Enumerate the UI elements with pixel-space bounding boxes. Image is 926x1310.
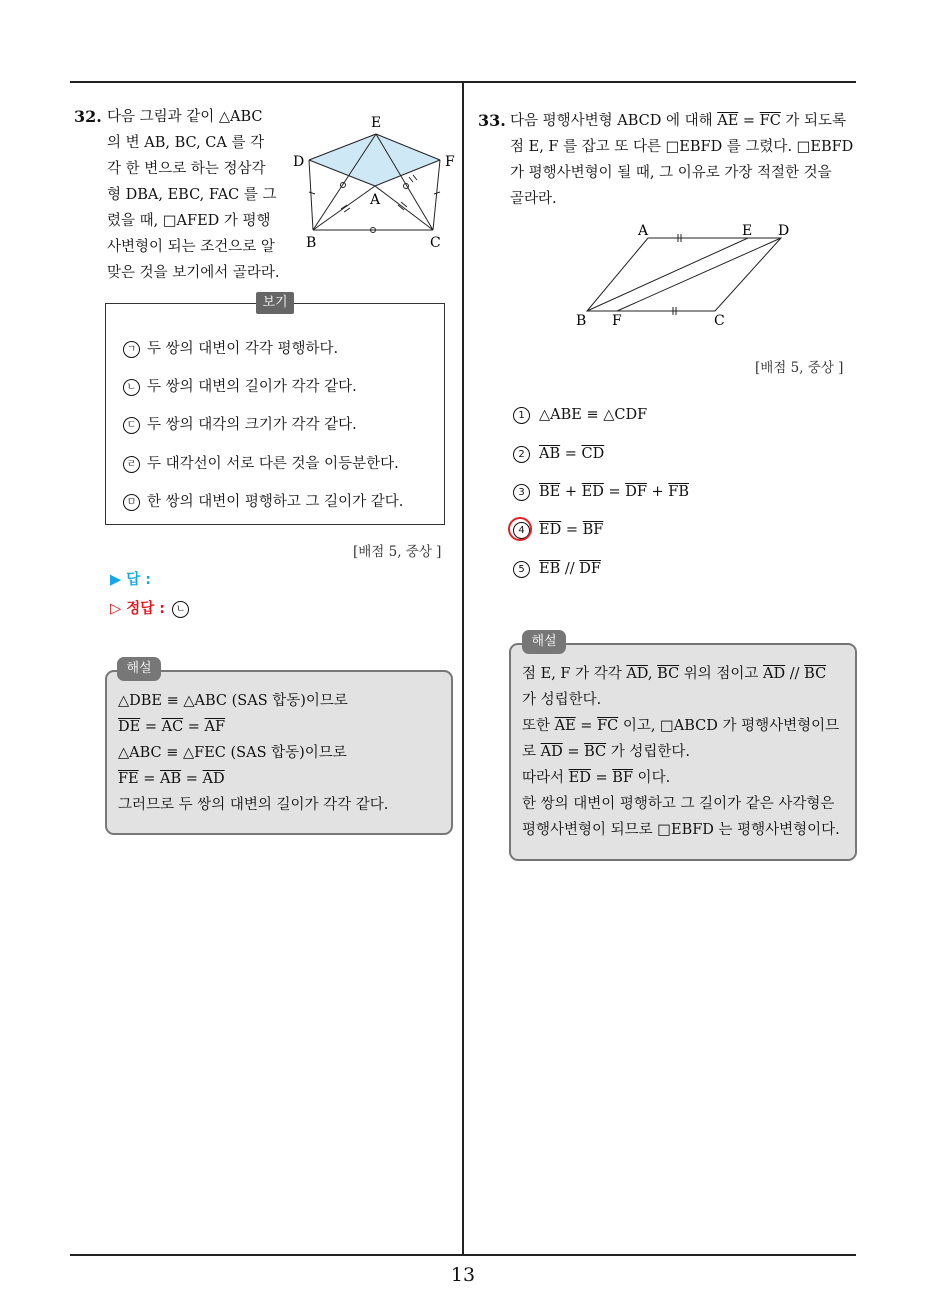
- bogi-mark: ㄷ: [123, 417, 140, 434]
- q32-line: 맞은 것을 보기에서 골라라.: [107, 265, 280, 281]
- q32-line: 형 DBA, EBC, FAC 를 그: [107, 187, 277, 203]
- choice-seg: $\overline{ED}$: [581, 484, 604, 500]
- q33-exp-seg: $\overline{ED}$: [568, 770, 591, 786]
- bogi-tag: 보기: [256, 292, 294, 314]
- bogi-item: [123, 452, 399, 473]
- q33-exp-seg: 또한: [522, 718, 555, 734]
- q33-exp-seg: $\overline{AD}$: [626, 666, 648, 682]
- q32-label-f: F: [445, 154, 455, 170]
- q33-label-f: F: [612, 313, 622, 329]
- choice-seg: $\overline{EB}$: [539, 561, 561, 577]
- q33-exp-seg: 가 성립한다.: [606, 744, 691, 760]
- q33-exp-seg: $\overline{AD}$: [540, 744, 563, 760]
- q32-label-b: B: [306, 235, 317, 251]
- bottom-rule: [70, 1254, 856, 1256]
- q33-exp-seg: 이고, □ABCD 가 평행사변형이므: [618, 718, 840, 734]
- bogi-mark: ㅁ: [123, 494, 140, 511]
- q33-exp-seg: $\overline{BC}$: [584, 744, 607, 760]
- q33-exp-seg: //: [785, 666, 805, 682]
- q33-label-c: C: [714, 313, 725, 329]
- choice-seg: =: [603, 484, 626, 500]
- q33-seg: $\overline{FC}$: [759, 113, 781, 129]
- q33-seg: 가 되도록: [780, 113, 847, 129]
- q32-label-e: E: [371, 115, 382, 131]
- q33-line: 점 E, F 를 잡고 또 다른 □EBFD 를 그렸다. □EBFD: [510, 139, 854, 155]
- q33-line: [510, 108, 853, 134]
- q32-answer-label: ▶ 답 :: [110, 572, 152, 588]
- q33-exp-line: [522, 661, 840, 687]
- q33-exp-seg: 따라서: [522, 770, 569, 786]
- q32-exp-line: △DBE ≡ △ABC (SAS 합동)이므로: [118, 693, 348, 709]
- choice-number: 3: [513, 484, 530, 501]
- bogi-item: [123, 337, 338, 358]
- bogi-item-text: 한 쌍의 대변이 평행하고 그 길이가 같다.: [147, 494, 404, 510]
- q33-exp-seg: $\overline{BC}$: [657, 666, 680, 682]
- q32-exp-seg: $\overline{FE}$: [118, 771, 139, 787]
- q33-seg: =: [738, 113, 760, 129]
- q33-exp-line: 가 성립한다.: [522, 692, 602, 708]
- q32-label-c: C: [430, 235, 441, 251]
- page-number: 13: [450, 1264, 476, 1286]
- q32-exp-seg: $\overline{AD}$: [202, 771, 225, 787]
- choice-seg: +: [560, 484, 582, 500]
- choice-seg: $\overline{DF}$: [625, 484, 647, 500]
- bogi-mark: ㄱ: [123, 341, 140, 358]
- q32-explanation: [118, 688, 388, 818]
- bogi-item-text: 두 대각선이 서로 다른 것을 이등분한다.: [147, 456, 399, 472]
- q32-figure: [288, 110, 463, 255]
- q33-exp-seg: $\overline{BF}$: [612, 770, 633, 786]
- q33-exp-seg: 로: [522, 744, 541, 760]
- q32-line: 각 한 변으로 하는 정삼각: [107, 161, 266, 177]
- choice-text: △ABE ≡ △CDF: [539, 407, 648, 423]
- q32-text: [107, 104, 280, 286]
- choice-seg: //: [560, 561, 580, 577]
- q32-exp-seg: =: [183, 719, 205, 735]
- q32-exp-line: 그러므로 두 쌍의 대변의 길이가 각각 같다.: [118, 797, 389, 813]
- q33-exp-line: [522, 713, 840, 739]
- q33-label-a: A: [638, 223, 649, 239]
- q33-exp-seg: $\overline{AE}$: [554, 718, 576, 734]
- q32-line: 의 변 AB, BC, CA 를 각: [107, 135, 265, 151]
- q33-seg: 다음 평행사변형 ABCD 에 대해: [510, 113, 718, 129]
- q33-exp-seg: 위의 점이고: [679, 666, 764, 682]
- choice-seg: =: [560, 446, 582, 462]
- q33-line: 가 평행사변형이 될 때, 그 이유로 가장 적절한 것을: [510, 165, 832, 181]
- choice-seg: $\overline{FB}$: [668, 484, 689, 500]
- q32-correct-label: ▷ 정답 :: [110, 601, 166, 617]
- bogi-mark: ㄹ: [123, 456, 140, 473]
- q32-correct-value: ㄴ: [172, 601, 189, 618]
- choice-2[interactable]: [513, 446, 604, 463]
- bogi-mark: ㄴ: [123, 379, 140, 396]
- q33-explanation-tag: 해설: [522, 630, 566, 654]
- q32-exp-line: [118, 714, 388, 740]
- q32-exp-seg: =: [140, 719, 162, 735]
- choice-seg: +: [646, 484, 669, 500]
- q32-exp-seg: $\overline{AB}$: [160, 771, 182, 787]
- choice-seg: =: [561, 522, 583, 538]
- q32-exp-seg: $\overline{AC}$: [161, 719, 184, 735]
- choice-number: 4: [513, 522, 530, 539]
- q32-exp-line: [118, 766, 388, 792]
- q33-label-e: E: [742, 223, 753, 239]
- marked-answer-circle: [508, 517, 532, 541]
- q32-correct-line: [110, 597, 196, 618]
- q33-exp-seg: =: [590, 770, 613, 786]
- bogi-item-text: 두 쌍의 대각의 크기가 각각 같다.: [147, 417, 357, 433]
- q33-exp-line: 한 쌍의 대변이 평행하고 그 길이가 같은 사각형은: [522, 796, 835, 812]
- choice-seg: $\overline{BF}$: [582, 522, 604, 538]
- q32-line: 렸을 때, □AFED 가 평행: [107, 213, 271, 229]
- q32-line: 다음 그림과 같이 △ABC: [107, 109, 263, 125]
- choice-number: 1: [513, 407, 530, 424]
- q33-label-d: D: [778, 223, 790, 239]
- choice-number: 2: [513, 446, 530, 463]
- q33-label-b: B: [576, 313, 587, 329]
- choice-seg: $\overline{CD}$: [581, 446, 605, 462]
- q32-exp-seg: =: [181, 771, 203, 787]
- q32-exp-line: △ABC ≡ △FEC (SAS 합동)이므로: [118, 745, 347, 761]
- q33-seg: $\overline{AE}$: [717, 113, 739, 129]
- q33-exp-seg: 이다.: [632, 770, 671, 786]
- q32-exp-seg: $\overline{AF}$: [204, 719, 226, 735]
- bogi-item-text: 두 쌍의 대변이 각각 평행하다.: [147, 341, 339, 357]
- q33-exp-line: [522, 739, 840, 765]
- bogi-item: [123, 413, 357, 434]
- bogi-item: [123, 375, 357, 396]
- choice-seg: $\overline{ED}$: [539, 522, 562, 538]
- q33-exp-seg: 점 E, F 가 각각: [522, 666, 627, 682]
- q32-exp-seg: =: [138, 771, 161, 787]
- bogi-item: [123, 490, 403, 511]
- q32-exp-seg: $\overline{DE}$: [118, 719, 141, 735]
- q33-exp-seg: =: [575, 718, 598, 734]
- choice-seg: $\overline{BE}$: [539, 484, 561, 500]
- choice-seg: $\overline{AB}$: [539, 446, 561, 462]
- q32-line: 사변형이 되는 조건으로 알: [107, 239, 275, 255]
- q33-text: [510, 108, 853, 212]
- choice-3[interactable]: [513, 484, 689, 501]
- choice-number: 5: [513, 561, 530, 578]
- q33-exp-line: 평행사변형이 되므로 □EBFD 는 평행사변형이다.: [522, 822, 840, 838]
- q32-quad-fill: [309, 134, 440, 186]
- choice-seg: $\overline{DF}$: [579, 561, 601, 577]
- q32-label-a: A: [370, 192, 381, 208]
- column-divider: [462, 83, 464, 1256]
- choice-1[interactable]: [513, 407, 647, 424]
- q33-exp-seg: ,: [647, 666, 658, 682]
- q32-label-d: D: [293, 154, 305, 170]
- choice-5[interactable]: [513, 561, 601, 578]
- q33-explanation: [522, 661, 840, 843]
- q32-explanation-tag: 해설: [117, 657, 161, 681]
- q33-figure: [570, 218, 800, 333]
- q32-score: [배점 5, 중상 ]: [353, 544, 442, 560]
- q33-exp-seg: =: [562, 744, 585, 760]
- q33-exp-seg: $\overline{BC}$: [804, 666, 827, 682]
- q33-exp-seg: $\overline{AD}$: [763, 666, 786, 682]
- q33-exp-seg: $\overline{FC}$: [597, 718, 619, 734]
- q33-line: 골라라.: [510, 191, 557, 207]
- bogi-item-text: 두 쌍의 대변의 길이가 각각 같다.: [147, 379, 357, 395]
- q32-number: 32.: [74, 107, 102, 126]
- q33-exp-line: [522, 765, 840, 791]
- q33-number: 33.: [478, 111, 506, 130]
- q33-score: [배점 5, 중상 ]: [755, 360, 844, 376]
